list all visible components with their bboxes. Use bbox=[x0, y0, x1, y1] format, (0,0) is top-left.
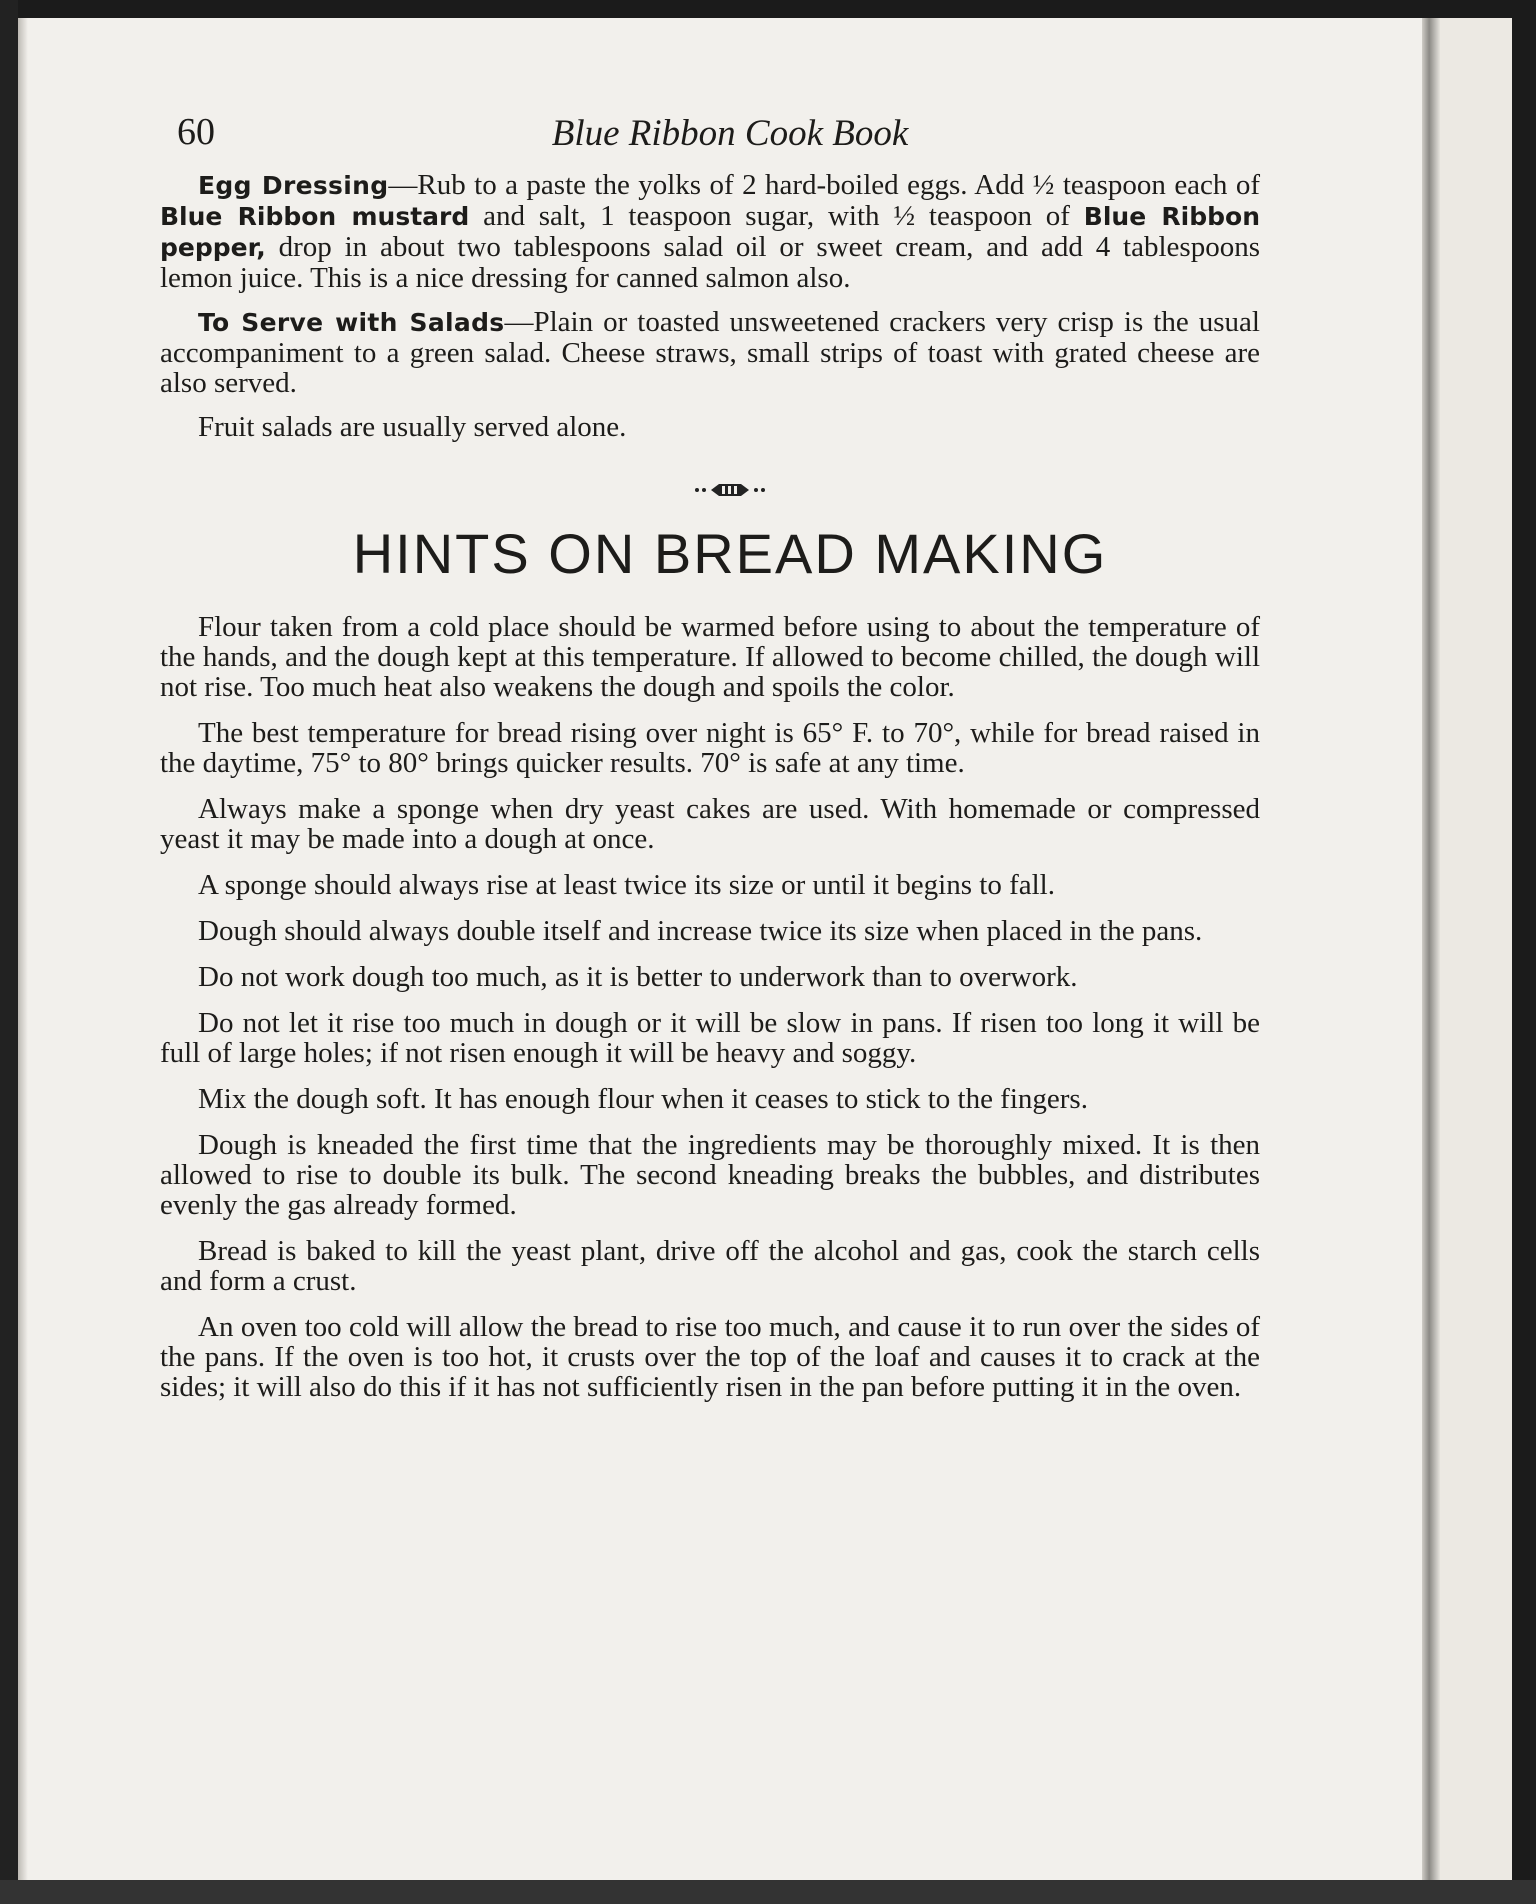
bread-paragraph: Mix the dough soft. It has enough flour when it ceases to stick to the fingers. bbox=[198, 1083, 1088, 1115]
egg-dressing-text-3: drop in about two tablespoons salad oil or sweet cream, and add 4 tablespoons lemon juice. This is a nice dressing for canned salmon also. bbox=[160, 231, 1260, 294]
facing-page-sliver bbox=[1440, 18, 1512, 1880]
bread-paragraph: An oven too cold will allow the bread to rise too much, and cause it to run over the sides of the pans. If the oven is too hot, it crusts over the top of the loaf and causes it to crack at the sides; it will also do this if it has not sufficiently risen in the pan before putting it in the oven. bbox=[160, 1311, 1260, 1403]
bread-paragraph: Do not work dough too much, as it is better to underwork than to overwork. bbox=[198, 961, 1078, 993]
scan-border-left bbox=[0, 0, 18, 1904]
running-title: Blue Ribbon Cook Book bbox=[551, 113, 909, 154]
egg-dressing-text-1: —Rub to a paste the yolks of 2 hard-boiled eggs. Add ½ teaspoon each of bbox=[388, 169, 1260, 201]
bread-section bbox=[160, 612, 1260, 1402]
divider-ornament-icon bbox=[693, 482, 767, 498]
bread-paragraph: Dough is kneaded the first time that the ingredients may be thoroughly mixed. It is then allowed to rise to double its bulk. The second kneading breaks the bubbles, and distributes evenly the gas already formed. bbox=[160, 1129, 1260, 1221]
pepper-product: Blue Ribbon pepper, bbox=[160, 202, 1260, 262]
salad-section bbox=[160, 170, 1260, 442]
fruit-salads-paragraph: Fruit salads are usually served alone. bbox=[198, 411, 627, 443]
bread-paragraph: Do not let it rise too much in dough or it will be slow in pans. If risen too long it will be full of large holes; if not risen enough it will be heavy and soggy. bbox=[160, 1007, 1260, 1069]
page-edge bbox=[1422, 18, 1440, 1880]
egg-dressing-text-2: and salt, 1 teaspoon sugar, with ½ teaspoon of bbox=[469, 200, 1084, 232]
bread-paragraph: The best temperature for bread rising over night is 65° F. to 70°, while for bread raised in the daytime, 75° to 80° brings quicker results. 70° is safe at any time. bbox=[160, 717, 1260, 779]
section-divider-ornament bbox=[200, 478, 1260, 499]
bread-paragraph: Bread is baked to kill the yeast plant, drive off the alcohol and gas, cook the starch cells and form a crust. bbox=[160, 1235, 1260, 1297]
page-header bbox=[160, 100, 1260, 160]
section-heading: HINTS ON BREAD MAKING bbox=[352, 522, 1108, 585]
bread-paragraph: Always make a sponge when dry yeast cakes are used. With homemade or compressed yeast it may be made into a dough at once. bbox=[160, 793, 1260, 855]
scan-border-bottom bbox=[0, 1880, 1536, 1904]
to-serve-text: —Plain or toasted unsweetened crackers very crisp is the usual accompaniment to a green salad. Cheese straws, small strips of toast with grated cheese are also served. bbox=[160, 306, 1260, 399]
mustard-product: Blue Ribbon mustard bbox=[160, 202, 470, 231]
to-serve-paragraph bbox=[160, 307, 1260, 398]
bread-paragraph: Dough should always double itself and increase twice its size when placed in the pans. bbox=[198, 915, 1203, 947]
scan-border-right bbox=[1512, 0, 1536, 1904]
scan-border-top bbox=[0, 0, 1536, 18]
egg-dressing-label: Egg Dressing bbox=[198, 171, 389, 200]
bread-paragraph: A sponge should always rise at least twice its size or until it begins to fall. bbox=[198, 869, 1055, 901]
bread-paragraph: Flour taken from a cold place should be warmed before using to about the temperature of the hands, and the dough kept at this temperature. If allowed to become chilled, the dough will not rise. Too much heat also weakens the dough and spoils the color. bbox=[160, 611, 1260, 703]
page-gutter-shadow bbox=[18, 18, 28, 1880]
to-serve-label: To Serve with Salads bbox=[198, 308, 505, 337]
page-number: 60 bbox=[177, 111, 215, 153]
book-page bbox=[160, 100, 1260, 1418]
egg-dressing-paragraph bbox=[160, 170, 1260, 293]
